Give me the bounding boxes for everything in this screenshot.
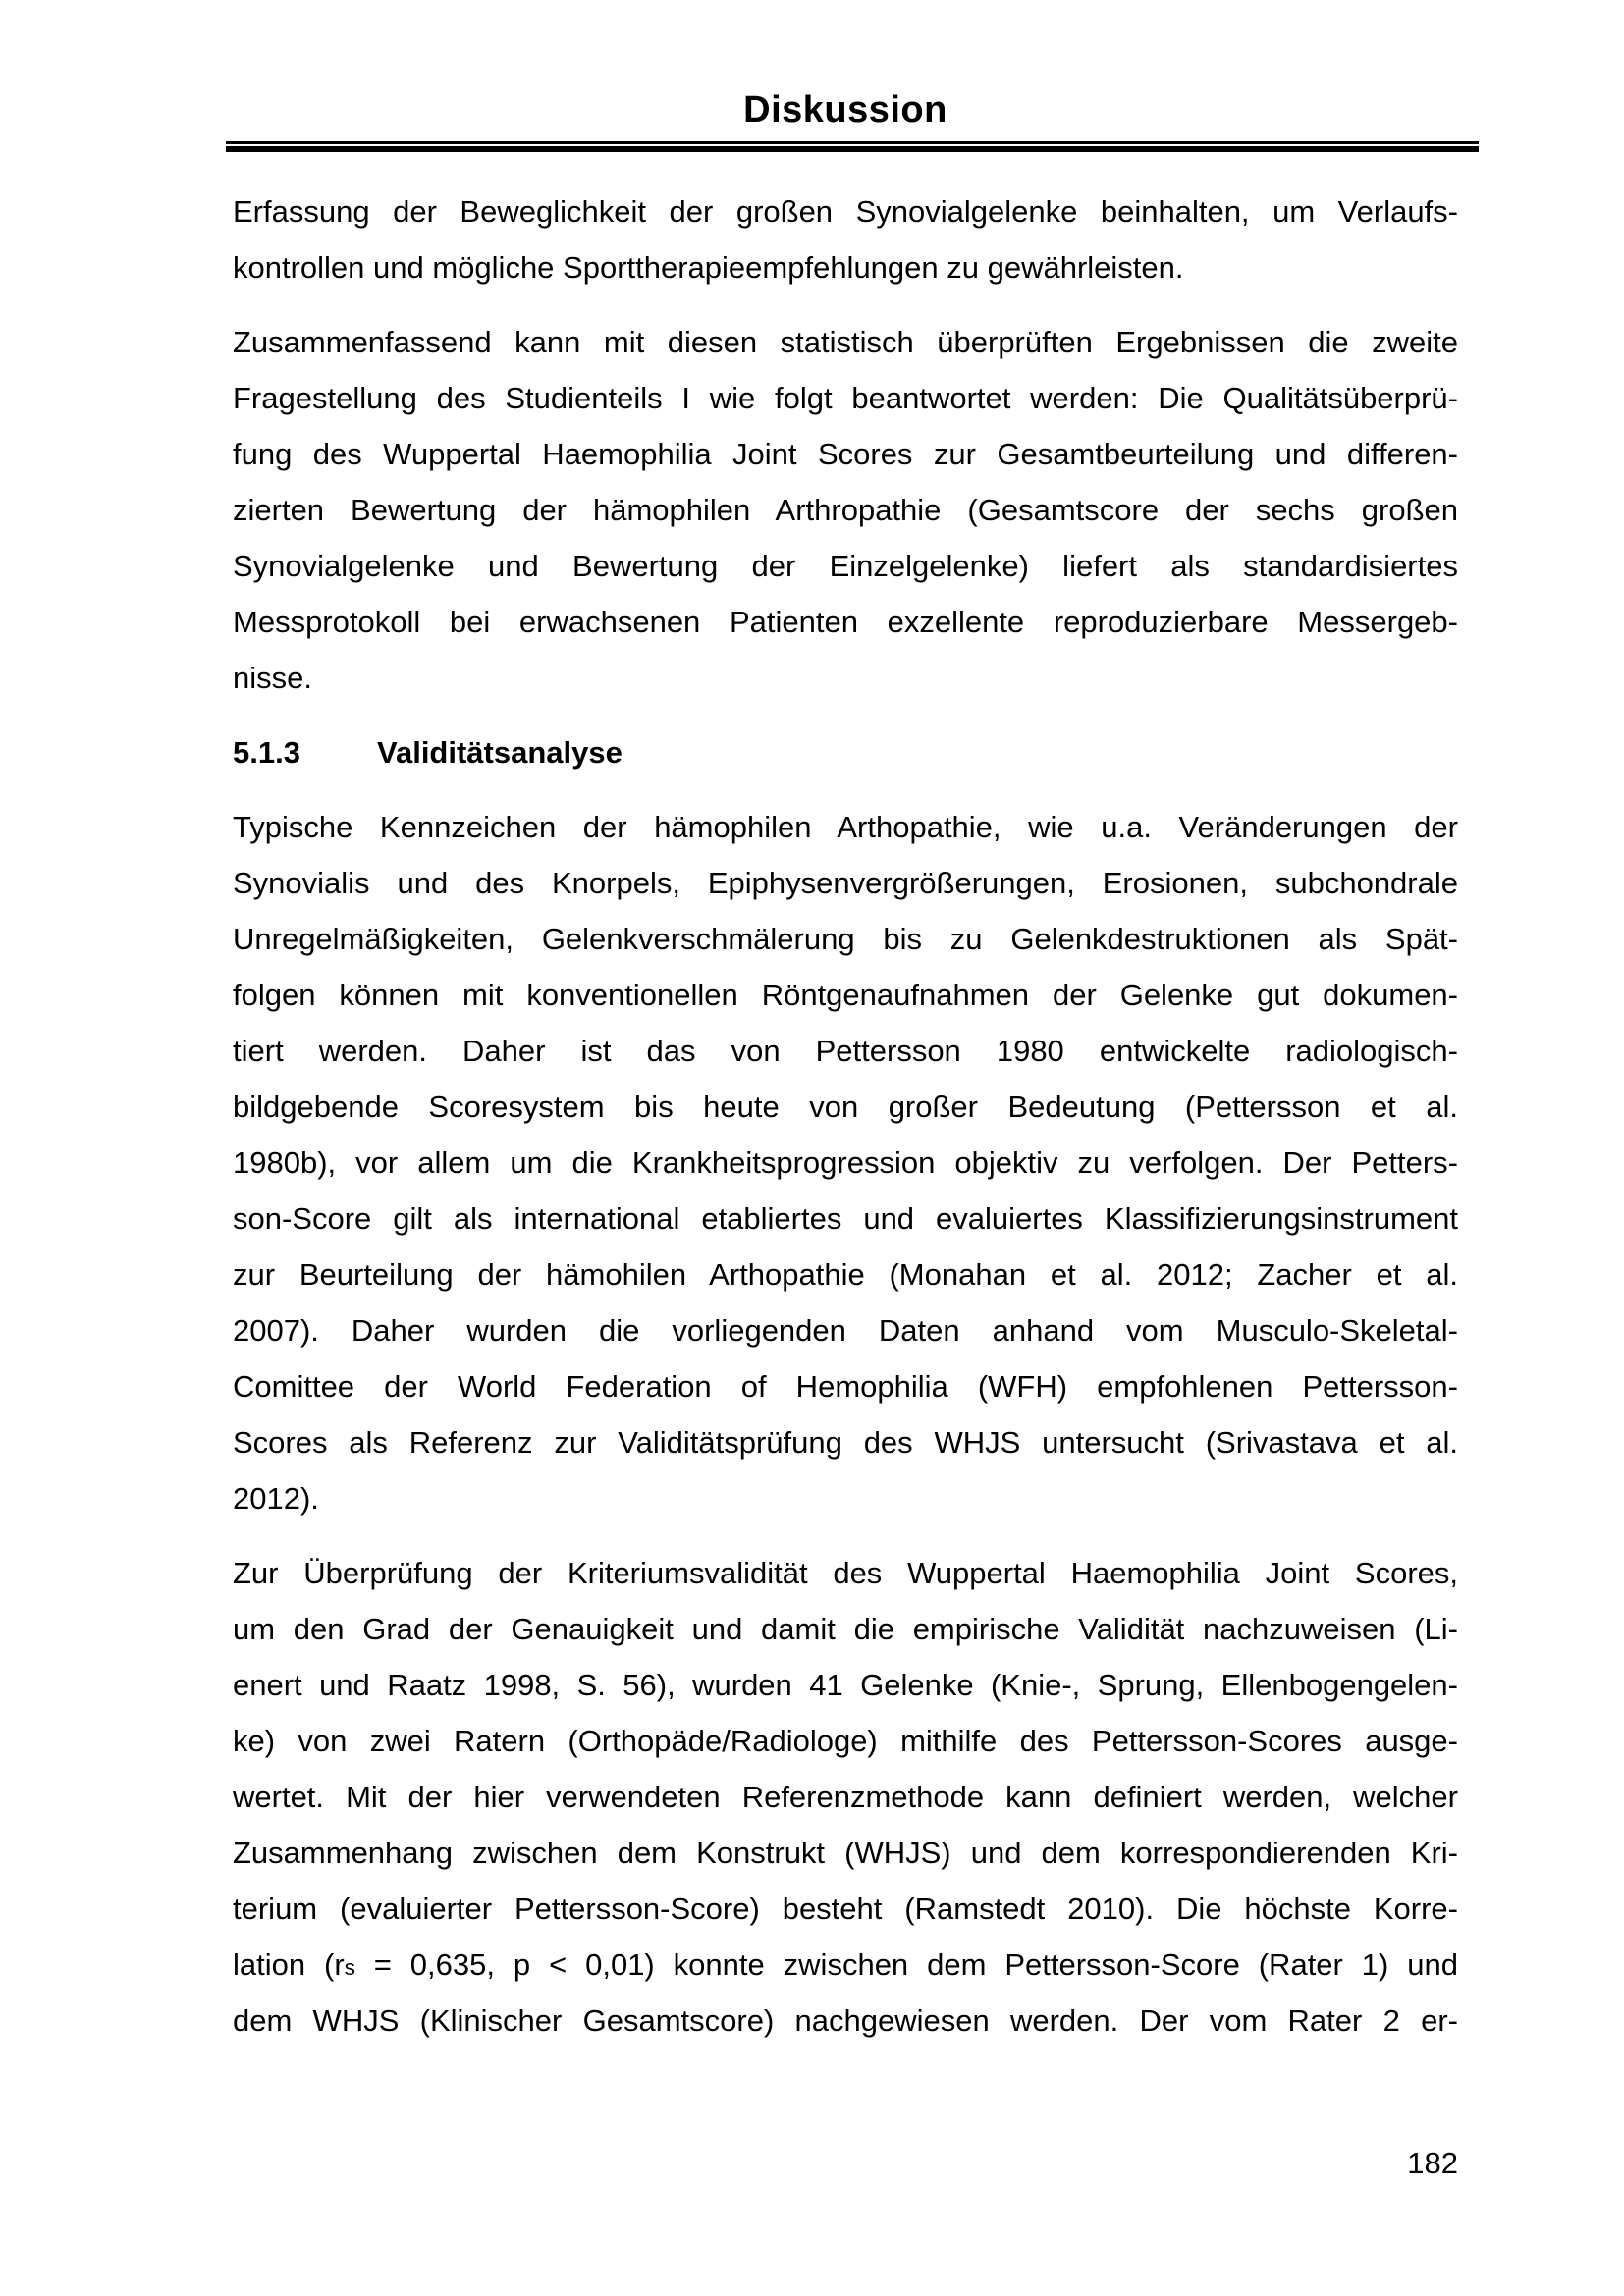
text-line: Erfassung der Beweglichkeit der großen Synovialgelenke beinhalten, um Verlaufs- [233,194,1458,229]
stat-subscript: s [344,1955,355,1980]
section-number: 5.1.3 [233,735,300,770]
stat-suffix: = 0,635, p < 0,01) konnte zwischen dem Pettersson-Score (Rater 1) und [354,1948,1458,1982]
page-title: Diskussion [743,89,947,131]
text-line: 1980b), vor allem um die Krankheitsprogression objektiv zu verfolgen. Der Petters- [233,1146,1458,1180]
text-line: son-Score gilt als international etabliertes und evaluiertes Klassifizierungsinstrument [233,1201,1458,1236]
text-line: bildgebende Scoresystem bis heute von großer Bedeutung (Pettersson et al. [233,1090,1458,1124]
title-double-rule [226,141,1479,152]
paragraph-2 [233,314,1458,706]
text-line: Zusammenhang zwischen dem Konstrukt (WHJS) und dem korrespondierenden Kri- [233,1836,1458,1870]
text-line: Unregelmäßigkeiten, Gelenkverschmälerung bis zu Gelenkdestruktionen als Spät- [233,922,1458,956]
paragraph-4 [233,1545,1458,2049]
text-line: terium (evaluierter Pettersson-Score) besteht (Ramstedt 2010). Die höchste Korre- [233,1892,1458,1926]
text-line: zierten Bewertung der hämophilen Arthropathie (Gesamtscore der sechs großen [233,493,1458,527]
text-line: Scores als Referenz zur Validitätsprüfung des WHJS untersucht (Srivastava et al. [233,1425,1458,1460]
paragraph-1 [233,184,1458,295]
section-label: Validitätsanalyse [377,735,623,770]
text-line: wertet. Mit der hier verwendeten Referenzmethode kann definiert werden, welcher [233,1780,1458,1814]
text-line: um den Grad der Genauigkeit und damit die empirische Validität nachzuweisen (Li- [233,1612,1458,1646]
text-line: Typische Kennzeichen der hämophilen Arthopathie, wie u.a. Veränderungen der [233,810,1458,844]
text-line: dem WHJS (Klinischer Gesamtscore) nachgewiesen werden. Der vom Rater 2 er- [233,2003,1458,2038]
text-line: Synovialgelenke und Bewertung der Einzelgelenke) liefert als standardisiertes [233,549,1458,583]
text-line-statistic [233,1937,1458,1993]
text-line: Zur Überprüfung der Kriteriumsvalidität des Wuppertal Haemophilia Joint Scores, [233,1556,1458,1590]
text-line: kontrollen und mögliche Sporttherapieempfehlungen zu gewährleisten. [233,250,1184,285]
text-line: Zusammenfassend kann mit diesen statistisch überprüften Ergebnissen die zweite [233,325,1458,359]
text-line: fung des Wuppertal Haemophilia Joint Scores zur Gesamtbeurteilung und differen- [233,437,1458,471]
text-line: Fragestellung des Studienteils I wie folgt beantwortet werden: Die Qualitätsüberprü- [233,381,1458,415]
section-heading [233,724,1458,780]
text-line: ke) von zwei Ratern (Orthopäde/Radiologe) mithilfe des Pettersson-Scores ausge- [233,1724,1458,1758]
text-line: enert und Raatz 1998, S. 56), wurden 41 Gelenke (Knie-, Sprung, Ellenbogengelen- [233,1668,1458,1702]
text-line: 2007). Daher wurden die vorliegenden Daten anhand vom Musculo-Skeletal- [233,1313,1458,1348]
text-line: 2012). [233,1481,319,1516]
text-line: Messprotokoll bei erwachsenen Patienten exzellente reproduzierbare Messergeb- [233,605,1458,639]
stat-prefix: lation (r [233,1948,345,1982]
body-text [233,184,1458,2067]
text-line: nisse. [233,661,312,695]
text-line: zur Beurteilung der hämohilen Arthopathie (Monahan et al. 2012; Zacher et al. [233,1257,1458,1292]
text-line: Synovialis und des Knorpels, Epiphysenvergrößerungen, Erosionen, subchondrale [233,866,1458,900]
text-line: folgen können mit konventionellen Röntgenaufnahmen der Gelenke gut dokumen- [233,978,1458,1012]
paragraph-3 [233,799,1458,1526]
text-line: tiert werden. Daher ist das von Pettersson 1980 entwickelte radiologisch- [233,1034,1458,1068]
text-line: Comittee der World Federation of Hemophilia (WFH) empfohlenen Pettersson- [233,1369,1458,1404]
page-number: 182 [1407,2146,1458,2180]
